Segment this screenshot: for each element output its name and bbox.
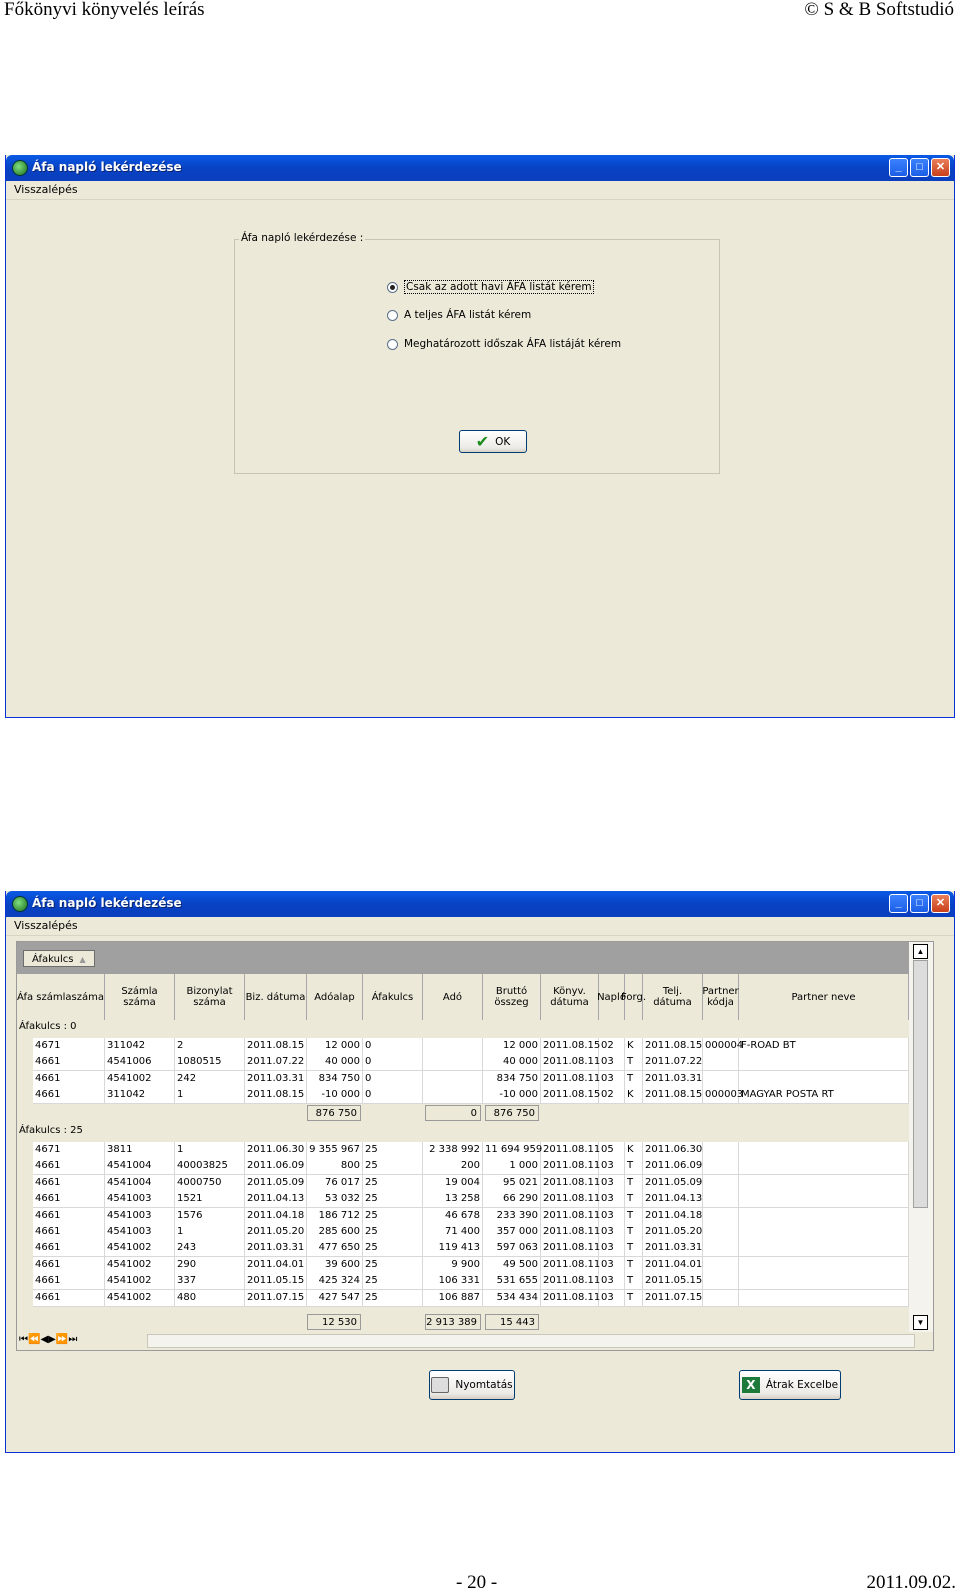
table-cell: 000003 [703, 1087, 739, 1103]
table-cell: 834 750 [307, 1071, 363, 1087]
table-cell: 1 [175, 1142, 245, 1158]
menu-back[interactable]: Visszalépés [14, 183, 78, 196]
table-cell: F-ROAD BT [739, 1038, 909, 1054]
table-cell: 2011.05.09 [643, 1175, 703, 1191]
table-cell: 2011.04.01 [245, 1257, 307, 1273]
table-cell: 40003825 [175, 1158, 245, 1174]
table-cell: 243 [175, 1240, 245, 1256]
table-row[interactable] [33, 1087, 909, 1104]
table-cell: -10 000 [307, 1087, 363, 1103]
sum-brutto-0: 876 750 [485, 1105, 539, 1121]
table-cell [703, 1054, 739, 1070]
table-cell: 25 [363, 1208, 423, 1224]
table-cell: 2011.03.31 [643, 1240, 703, 1256]
globe-icon [12, 160, 28, 176]
table-cell: 2011.05.09 [245, 1175, 307, 1191]
table-cell: 2011.05.20 [643, 1224, 703, 1240]
table-cell: T [625, 1273, 643, 1289]
sort-up-icon: ▲ [79, 955, 86, 964]
table-cell [739, 1191, 909, 1207]
maximize-button[interactable]: □ [910, 158, 929, 177]
next-record-icon[interactable]: ▶ [48, 1334, 56, 1345]
table-cell: 4541006 [105, 1054, 175, 1070]
table-cell [739, 1290, 909, 1306]
table-cell: 25 [363, 1257, 423, 1273]
table-cell: 0 [363, 1071, 423, 1087]
grid-body [17, 1020, 909, 1312]
table-cell: 427 547 [307, 1290, 363, 1306]
table-cell: 2011.08.15 [643, 1038, 703, 1054]
table-cell: 1521 [175, 1191, 245, 1207]
table-row[interactable] [33, 1175, 909, 1192]
maximize-button[interactable]: □ [910, 894, 929, 913]
table-cell: 11 694 959 [483, 1142, 541, 1158]
group-by-panel [17, 942, 909, 974]
table-cell: 2011.08.11 [541, 1175, 599, 1191]
option-monthly-label: Csak az adott havi ÁFA listát kérem [406, 281, 592, 293]
table-cell [739, 1208, 909, 1224]
table-cell: 02 [599, 1038, 625, 1054]
table-cell: K [625, 1087, 643, 1103]
table-cell: 425 324 [307, 1273, 363, 1289]
table-cell: 4541004 [105, 1158, 175, 1174]
table-cell: 4661 [33, 1290, 105, 1306]
first-record-icon[interactable]: ⏮ [19, 1334, 28, 1345]
table-cell: 03 [599, 1257, 625, 1273]
globe-icon [12, 896, 28, 912]
table-cell: 2011.08.11 [541, 1257, 599, 1273]
option-full[interactable] [387, 309, 531, 321]
next-page-icon[interactable]: ⏩ [55, 1334, 69, 1345]
horizontal-scrollbar[interactable] [147, 1334, 915, 1348]
option-monthly[interactable] [387, 280, 594, 294]
table-cell: 25 [363, 1273, 423, 1289]
table-cell: K [625, 1038, 643, 1054]
record-navigator [19, 1334, 77, 1345]
table-cell: 4541002 [105, 1290, 175, 1306]
table-cell: 03 [599, 1071, 625, 1087]
table-cell: 4661 [33, 1087, 105, 1103]
table-cell: 2011.07.22 [643, 1054, 703, 1070]
table-cell: 2011.04.13 [245, 1191, 307, 1207]
table-cell [703, 1175, 739, 1191]
table-cell: T [625, 1240, 643, 1256]
titlebar[interactable] [6, 891, 954, 917]
table-cell: 4541002 [105, 1071, 175, 1087]
table-cell: 25 [363, 1175, 423, 1191]
table-cell: 534 434 [483, 1290, 541, 1306]
close-button[interactable]: ✕ [931, 158, 950, 177]
table-cell: 2011.05.20 [245, 1224, 307, 1240]
table-cell: 4661 [33, 1240, 105, 1256]
table-cell: 2011.04.01 [643, 1257, 703, 1273]
table-cell: 4661 [33, 1158, 105, 1174]
table-cell: 12 000 [307, 1038, 363, 1054]
table-cell: 4541002 [105, 1257, 175, 1273]
table-cell [423, 1038, 483, 1054]
table-row[interactable] [33, 1071, 909, 1088]
table-row[interactable] [33, 1191, 909, 1208]
query-groupbox [234, 232, 720, 474]
table-cell: 25 [363, 1191, 423, 1207]
table-cell [739, 1273, 909, 1289]
window-afa-query-options [5, 155, 955, 718]
table-cell: 2011.08.11 [541, 1054, 599, 1070]
table-cell: 477 650 [307, 1240, 363, 1256]
table-cell: 290 [175, 1257, 245, 1273]
col-biz-datuma[interactable]: Biz. dátuma [245, 974, 307, 1020]
col-forg[interactable]: Forg. [625, 974, 643, 1020]
radio-monthly[interactable] [387, 282, 398, 293]
table-cell: 40 000 [307, 1054, 363, 1070]
table-cell: 40 000 [483, 1054, 541, 1070]
table-cell [703, 1257, 739, 1273]
table-row[interactable] [33, 1054, 909, 1071]
page-header [0, 0, 960, 24]
table-cell: 2011.08.11 [541, 1142, 599, 1158]
table-cell: 2011.06.30 [245, 1142, 307, 1158]
table-cell: 4541004 [105, 1175, 175, 1191]
col-partner-neve[interactable]: Partner neve [739, 974, 909, 1020]
radio-full[interactable] [387, 310, 398, 321]
table-cell: 2011.08.15 [643, 1087, 703, 1103]
col-afakulcs[interactable]: Áfakulcs [363, 974, 423, 1020]
table-cell: 1 [175, 1087, 245, 1103]
table-row[interactable] [33, 1224, 909, 1241]
option-full-label: A teljes ÁFA listát kérem [404, 309, 532, 321]
table-cell: 1 000 [483, 1158, 541, 1174]
table-cell: 2011.06.30 [643, 1142, 703, 1158]
table-cell: 03 [599, 1224, 625, 1240]
table-cell: 12 000 [483, 1038, 541, 1054]
table-cell: 2011.08.11 [541, 1290, 599, 1306]
table-cell: 03 [599, 1240, 625, 1256]
table-cell: 4541003 [105, 1224, 175, 1240]
afa-grid [16, 941, 934, 1351]
table-cell: K [625, 1142, 643, 1158]
table-cell: 4541002 [105, 1273, 175, 1289]
col-brutto-osszeg[interactable]: Bruttó összeg [483, 974, 541, 1020]
table-row[interactable] [33, 1240, 909, 1257]
column-header-row [17, 974, 909, 1021]
table-cell: 25 [363, 1142, 423, 1158]
table-cell: 2011.03.31 [643, 1071, 703, 1087]
table-cell: 0 [363, 1038, 423, 1054]
prev-record-icon[interactable]: ◀ [40, 1334, 49, 1345]
table-cell: 1080515 [175, 1054, 245, 1070]
table-cell: 4661 [33, 1071, 105, 1087]
page-footer [0, 1572, 960, 1596]
table-cell: 2011.08.11 [541, 1273, 599, 1289]
table-cell: 480 [175, 1290, 245, 1306]
titlebar[interactable] [6, 155, 954, 181]
table-cell [703, 1290, 739, 1306]
col-bizonylat-szama[interactable]: Bizonylat száma [175, 974, 245, 1020]
excel-label: Átrak Excelbe [765, 1379, 839, 1391]
table-cell: 2011.03.31 [245, 1071, 307, 1087]
table-row[interactable] [33, 1208, 909, 1225]
table-cell: 2011.08.11 [541, 1158, 599, 1174]
table-cell: 3811 [105, 1142, 175, 1158]
total-ado: 2 913 389 [425, 1314, 481, 1330]
table-cell: 2011.08.11 [541, 1191, 599, 1207]
table-cell: 242 [175, 1071, 245, 1087]
table-cell: 106 331 [423, 1273, 483, 1289]
table-row[interactable] [33, 1158, 909, 1175]
table-cell [739, 1175, 909, 1191]
table-cell: T [625, 1290, 643, 1306]
excel-export-button[interactable] [739, 1370, 841, 1400]
groupbox-title: Áfa napló lekérdezése : [241, 232, 364, 244]
table-cell: 2011.08.15 [541, 1038, 599, 1054]
table-cell [739, 1240, 909, 1256]
table-cell [703, 1191, 739, 1207]
table-cell [423, 1054, 483, 1070]
table-cell: T [625, 1208, 643, 1224]
group-chip-afakulcs[interactable] [23, 950, 95, 967]
table-row[interactable] [33, 1290, 909, 1307]
table-row[interactable] [33, 1142, 909, 1159]
table-cell: 357 000 [483, 1224, 541, 1240]
table-cell [739, 1071, 909, 1087]
table-cell [703, 1208, 739, 1224]
table-cell: 2011.08.11 [541, 1208, 599, 1224]
ok-label: OK [495, 435, 511, 448]
table-cell: 02 [599, 1087, 625, 1103]
last-record-icon[interactable]: ⏭ [68, 1334, 78, 1345]
table-cell: 25 [363, 1158, 423, 1174]
table-cell: 2011.06.09 [643, 1158, 703, 1174]
table-cell: 03 [599, 1208, 625, 1224]
table-cell: 03 [599, 1054, 625, 1070]
table-cell: T [625, 1071, 643, 1087]
total-brutto: 15 443 [485, 1314, 539, 1330]
table-cell: 46 678 [423, 1208, 483, 1224]
col-naplo[interactable]: Napló [599, 974, 625, 1020]
col-partner-kodja[interactable]: Partner kódja [703, 974, 739, 1020]
table-cell [703, 1142, 739, 1158]
table-cell: 49 500 [483, 1257, 541, 1273]
table-cell: 2011.04.18 [245, 1208, 307, 1224]
document-title: Főkönyvi könyvelés leírás [4, 0, 205, 20]
group-chip-label: Áfakulcs [32, 954, 74, 965]
sum-adoalap-0: 876 750 [307, 1105, 361, 1121]
table-cell: 03 [599, 1290, 625, 1306]
ok-button[interactable] [459, 430, 527, 453]
table-cell: 19 004 [423, 1175, 483, 1191]
col-konyv-datuma[interactable]: Könyv. dátuma [541, 974, 599, 1020]
table-cell: 2 338 992 [423, 1142, 483, 1158]
table-cell: T [625, 1175, 643, 1191]
table-cell: 25 [363, 1290, 423, 1306]
vertical-scrollbar[interactable] [909, 942, 933, 1332]
table-cell [703, 1273, 739, 1289]
table-cell: 311042 [105, 1087, 175, 1103]
table-cell [423, 1087, 483, 1103]
checkmark-icon: ✔ [475, 432, 490, 451]
table-cell: 285 600 [307, 1224, 363, 1240]
col-telj-datuma[interactable]: Telj. dátuma [643, 974, 703, 1020]
table-cell: 05 [599, 1142, 625, 1158]
table-cell: 4661 [33, 1224, 105, 1240]
table-cell: 2011.05.15 [643, 1273, 703, 1289]
table-cell: 03 [599, 1158, 625, 1174]
excel-icon: X [742, 1377, 760, 1393]
group-label-25: Áfakulcs : 25 [19, 1125, 83, 1136]
table-cell: 25 [363, 1240, 423, 1256]
table-cell [703, 1224, 739, 1240]
table-cell: 4541003 [105, 1191, 175, 1207]
table-cell [423, 1071, 483, 1087]
window-title: Áfa napló lekérdezése [32, 160, 182, 174]
table-cell: 39 600 [307, 1257, 363, 1273]
table-cell: 4541003 [105, 1208, 175, 1224]
table-cell [703, 1071, 739, 1087]
table-cell: 71 400 [423, 1224, 483, 1240]
menubar [6, 181, 954, 200]
table-cell: 53 032 [307, 1191, 363, 1207]
table-cell: 200 [423, 1158, 483, 1174]
table-cell: 2011.07.15 [643, 1290, 703, 1306]
table-cell [739, 1054, 909, 1070]
table-cell: 2011.06.09 [245, 1158, 307, 1174]
table-cell: 2011.08.11 [541, 1071, 599, 1087]
table-cell: 2011.08.11 [541, 1224, 599, 1240]
table-cell: 4671 [33, 1142, 105, 1158]
table-cell: 0 [363, 1087, 423, 1103]
table-cell: 2011.04.13 [643, 1191, 703, 1207]
table-cell [703, 1158, 739, 1174]
scroll-down-icon[interactable]: ▼ [913, 1315, 928, 1330]
scroll-thumb[interactable] [913, 960, 928, 1208]
table-cell: 2011.08.15 [245, 1087, 307, 1103]
col-adoalap[interactable]: Adóalap [307, 974, 363, 1020]
table-cell: 4671 [33, 1038, 105, 1054]
table-cell: 4661 [33, 1175, 105, 1191]
window-title: Áfa napló lekérdezése [32, 896, 182, 910]
table-cell: 233 390 [483, 1208, 541, 1224]
table-cell: 76 017 [307, 1175, 363, 1191]
table-cell: T [625, 1158, 643, 1174]
table-cell: 2 [175, 1038, 245, 1054]
table-cell: 1 [175, 1224, 245, 1240]
table-cell [739, 1257, 909, 1273]
table-cell: 834 750 [483, 1071, 541, 1087]
table-cell [739, 1142, 909, 1158]
copyright: © S & B Softstudió [804, 0, 954, 20]
table-row[interactable] [33, 1273, 909, 1290]
col-szamla-szama[interactable]: Számla száma [105, 974, 175, 1020]
table-cell: 9 900 [423, 1257, 483, 1273]
table-cell: 13 258 [423, 1191, 483, 1207]
table-cell: 1576 [175, 1208, 245, 1224]
table-cell: 4541002 [105, 1240, 175, 1256]
navigator-bar [17, 1332, 933, 1350]
sum-ado-0: 0 [425, 1105, 481, 1121]
window-afa-journal [5, 891, 955, 1453]
radio-period[interactable] [387, 339, 398, 350]
minimize-button[interactable]: _ [889, 894, 908, 913]
table-cell: 03 [599, 1273, 625, 1289]
scroll-up-icon[interactable]: ▲ [913, 944, 928, 959]
table-cell: 2011.08.15 [541, 1087, 599, 1103]
col-afa-szamlaszam[interactable]: Áfa számlaszáma [17, 974, 105, 1020]
table-cell: 2011.07.22 [245, 1054, 307, 1070]
table-cell: 0 [363, 1054, 423, 1070]
table-cell: 2011.07.15 [245, 1290, 307, 1306]
table-cell: 4000750 [175, 1175, 245, 1191]
total-adoalap: 12 530 [307, 1314, 361, 1330]
minimize-button[interactable]: _ [889, 158, 908, 177]
table-cell: 119 413 [423, 1240, 483, 1256]
col-ado[interactable]: Adó [423, 974, 483, 1020]
close-button[interactable]: ✕ [931, 894, 950, 913]
table-cell: 186 712 [307, 1208, 363, 1224]
table-cell: 2011.04.18 [643, 1208, 703, 1224]
table-cell: 800 [307, 1158, 363, 1174]
page-number: - 20 - [456, 1572, 498, 1593]
table-cell: 597 063 [483, 1240, 541, 1256]
table-cell: 4661 [33, 1273, 105, 1289]
print-label: Nyomtatás [455, 1379, 513, 1391]
table-cell: 2011.08.15 [245, 1038, 307, 1054]
menu-back[interactable]: Visszalépés [14, 919, 78, 932]
table-cell: 4661 [33, 1191, 105, 1207]
option-period[interactable] [387, 338, 621, 350]
option-period-label: Meghatározott időszak ÁFA listáját kérem [404, 338, 622, 350]
table-cell: 531 655 [483, 1273, 541, 1289]
group-label-0: Áfakulcs : 0 [19, 1021, 77, 1032]
table-cell: T [625, 1191, 643, 1207]
print-button[interactable] [429, 1370, 515, 1400]
table-cell: 4661 [33, 1257, 105, 1273]
table-cell: T [625, 1224, 643, 1240]
table-cell: 03 [599, 1191, 625, 1207]
table-cell: MAGYAR POSTA RT [739, 1087, 909, 1103]
table-cell: 9 355 967 [307, 1142, 363, 1158]
table-cell [739, 1158, 909, 1174]
table-cell: 03 [599, 1175, 625, 1191]
table-cell [703, 1240, 739, 1256]
table-cell: 4661 [33, 1054, 105, 1070]
menubar [6, 917, 954, 936]
prev-page-icon[interactable]: ⏪ [28, 1334, 41, 1345]
table-cell: 337 [175, 1273, 245, 1289]
table-cell: -10 000 [483, 1087, 541, 1103]
table-cell: 4661 [33, 1208, 105, 1224]
table-row[interactable] [33, 1257, 909, 1274]
table-cell: T [625, 1257, 643, 1273]
table-cell: 106 887 [423, 1290, 483, 1306]
printer-icon [431, 1377, 449, 1393]
table-cell: 2011.08.11 [541, 1240, 599, 1256]
table-cell: 66 290 [483, 1191, 541, 1207]
table-cell: 25 [363, 1224, 423, 1240]
table-cell: 2011.03.31 [245, 1240, 307, 1256]
table-cell: 000004 [703, 1038, 739, 1054]
table-cell: 2011.05.15 [245, 1273, 307, 1289]
table-cell: 95 021 [483, 1175, 541, 1191]
table-cell: 311042 [105, 1038, 175, 1054]
table-row[interactable] [33, 1038, 909, 1055]
grid-footer-summary [17, 1312, 909, 1332]
footer-date: 2011.09.02. [866, 1572, 956, 1593]
table-cell: T [625, 1054, 643, 1070]
table-cell [739, 1224, 909, 1240]
